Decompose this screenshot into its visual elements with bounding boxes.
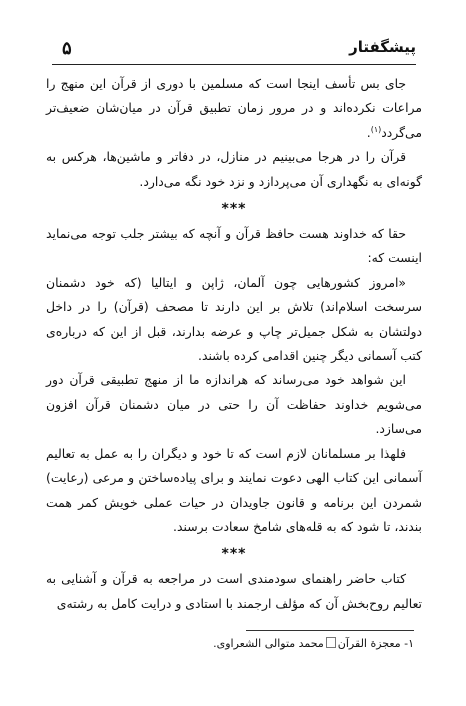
paragraph-6: فلهذا بر مسلمانان لازم است که تا خود و دیگران را به عمل به تعالیم آسمانی این کتاب الهی دعوت نمایند و برای پیاده‌ساختن و مرعی (رعایت) شمردن این برنامه و قانون جاویدان در حیات عملی خویش کمر همت بندند، تا شود که به قله‌های شامخ سعادت برسند. bbox=[46, 445, 422, 534]
footnote-rule bbox=[246, 630, 414, 631]
page-body bbox=[46, 72, 422, 616]
paragraph-5: این شواهد خود می‌رساند که هراندازه ما از منهج تطبیقی قرآن دور می‌شویم خداوند حفاظت آن را حتی در میان دشمنان قرآن افزون می‌سازد. bbox=[46, 372, 422, 437]
missing-glyph-box bbox=[326, 637, 336, 648]
page-number: ۵ bbox=[62, 38, 72, 59]
footnote-ref: (۱) bbox=[370, 124, 382, 134]
running-title: پیشگفتار bbox=[349, 38, 416, 56]
paragraph-4-quote: «امروز کشورهایی چون آلمان، ژاپن و ایتالیا (که خود دشمنان سرسخت اسلام‌اند) تلاش بر این دارند تا مصحف (قرآن) را در داخل دولتشان به شکل جمیل‌تر چاپ و عرضه بدارند، قبل از این که درباره‌ی کتب آسمانی دیگر چنین اقدامی کرده باشند. bbox=[46, 274, 422, 364]
footnote-author: محمد متوالی الشعراوی. bbox=[213, 637, 324, 650]
page-header bbox=[52, 38, 416, 62]
paragraph-3: حقا که خداوند هست حافظ قرآن و آنچه که بیشتر جلب توجه می‌نماید اینست که: bbox=[46, 226, 422, 266]
header-rule bbox=[52, 64, 416, 65]
footnote bbox=[213, 636, 414, 652]
footnote-source-title: معجزة القرآن bbox=[337, 637, 401, 650]
paragraph-2: قرآن را در هرجا می‌بینیم در منازل، در دفاتر و ماشین‌ها، هرکس به گونه‌ای به نگهداری آن می‌پردازد و نزد خود نگه می‌دارد. bbox=[46, 149, 422, 189]
paragraph-1 bbox=[46, 72, 422, 145]
section-separator-1: *** bbox=[221, 201, 247, 218]
paragraph-1-end: . bbox=[366, 124, 371, 140]
paragraph-7: کتاب حاضر راهنمای سودمندی است در مراجعه به قرآن و آشنایی به تعالیم روح‌بخش آن که مؤلف ارجمند با استادی و درایت کامل به رشته‌ی bbox=[46, 571, 422, 611]
paragraph-1-text: جای بس تأسف اینجا است که مسلمین با دوری از قرآن این منهج را مراعات نکرده‌اند و در مرور زمان تطبیق قرآن در میان‌شان ضعیف‌تر می‌گردد bbox=[46, 76, 422, 140]
section-separator-2: *** bbox=[221, 546, 247, 563]
footnote-number: ۱- bbox=[400, 637, 414, 650]
